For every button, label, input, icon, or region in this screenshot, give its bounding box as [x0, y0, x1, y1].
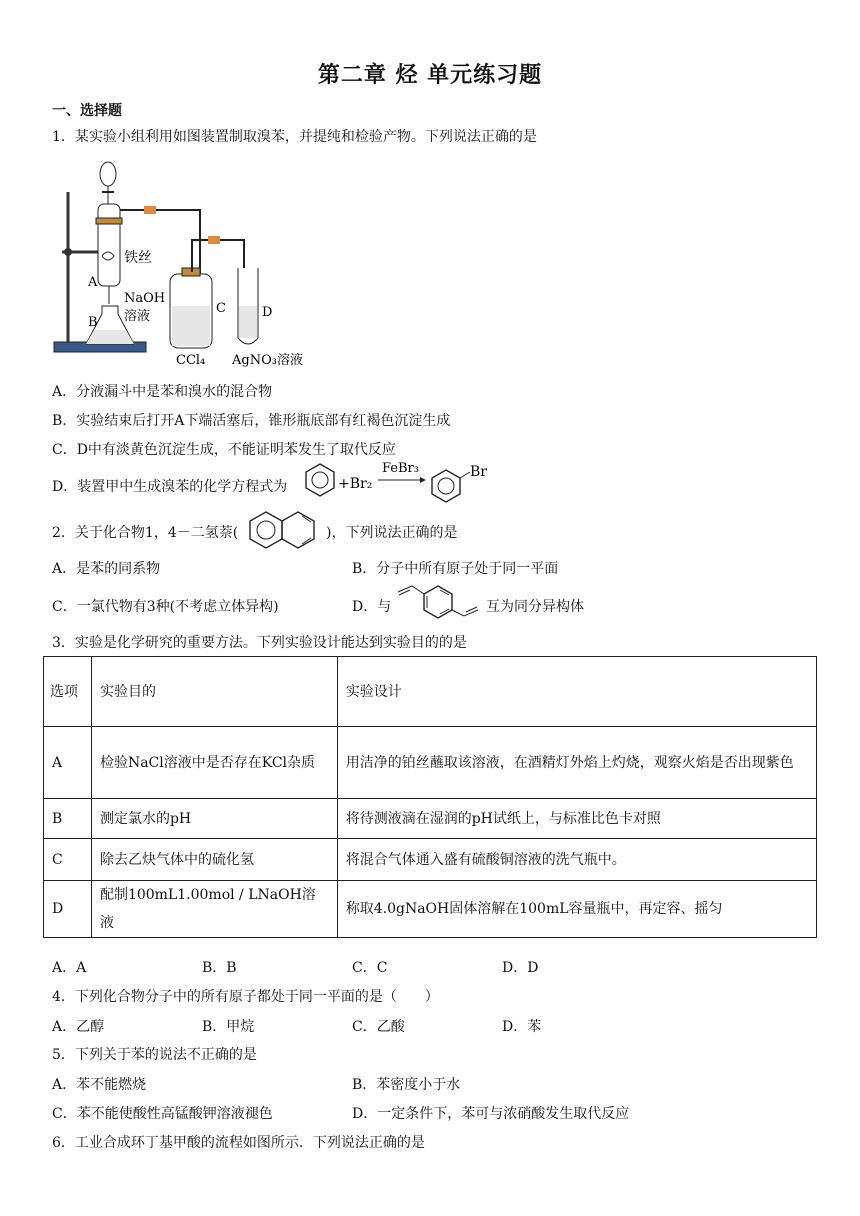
table-cell-design: 将混合气体通入盛有硫酸铜溶液的洗气瓶中。	[337, 839, 816, 881]
label-iron: 铁丝	[124, 250, 152, 266]
label-agno3: AgNO₃溶液	[232, 353, 303, 368]
question-5-stem: 5．下列关于苯的说法不正确的是	[52, 1047, 257, 1063]
table-cell-purpose: 测定氯水的pH	[91, 799, 337, 839]
table-cell-purpose: 除去乙炔气体中的硫化氢	[91, 839, 337, 881]
bromination-equation	[304, 460, 494, 504]
q2-option-c: C．一氯代物有3种(不考虑立体异构)	[52, 599, 279, 615]
label-b: B	[88, 315, 98, 330]
table-row	[44, 727, 817, 799]
table-cell-option: D	[44, 881, 92, 938]
table-header-option: 选项	[44, 657, 92, 727]
ring-left	[250, 512, 282, 548]
q4-option-c: C．乙酸	[352, 1019, 405, 1035]
q2-option-b: B．分子中所有原子处于同一平面	[352, 561, 559, 577]
question-2-stem-start: 2．关于化合物1，4－二氢萘(	[52, 525, 239, 541]
table-header-row	[44, 657, 817, 727]
table-cell-purpose: 配制100mL1.00mol / LNaOH溶液	[91, 881, 337, 938]
label-naoh-solution: 溶液	[124, 309, 151, 324]
table-header-design: 实验设计	[337, 657, 816, 727]
label-naoh: NaOH	[124, 291, 166, 306]
benzene-ring-reactant	[306, 464, 334, 496]
q3-option-c: C．C	[352, 960, 388, 976]
q3-option-b: B．B	[202, 960, 237, 976]
q1-option-d: D．装置甲中生成溴苯的化学方程式为	[52, 479, 288, 495]
q5-option-c: C．苯不能使酸性高锰酸钾溶液褪色	[52, 1106, 273, 1122]
dihydronaphthalene-structure	[246, 508, 324, 552]
question-3-stem: 3．实验是化学研究的重要方法。下列实验设计能达到实验目的的是	[52, 635, 467, 651]
table-row	[44, 799, 817, 839]
clamp-knob	[64, 248, 72, 256]
apparatus-figure	[52, 156, 322, 372]
section-heading: 一、选择题	[52, 103, 122, 119]
q3-option-d: D．D	[502, 960, 539, 976]
tube-joint-2	[208, 236, 220, 244]
benzene-ring-product	[432, 470, 460, 502]
test-tube-d-liquid	[239, 306, 257, 338]
ring-right	[282, 512, 314, 548]
c-br-bond	[460, 472, 470, 478]
benzene-ring-circle	[312, 472, 328, 488]
table-header-purpose: 实验目的	[91, 657, 337, 727]
tube-joint-1	[144, 206, 156, 214]
q2-option-a: A．是苯的同系物	[52, 561, 161, 577]
question-4-stem: 4．下列化合物分子中的所有原子都处于同一平面的是（ ）	[52, 989, 439, 1005]
vinyl-left	[398, 586, 424, 594]
product-ring-circle	[438, 478, 454, 494]
ring-left-aromatic	[257, 521, 275, 539]
table-cell-option: C	[44, 839, 92, 881]
table-cell-design: 将待测液滴在湿润的pH试纸上，与标准比色卡对照	[337, 799, 816, 839]
flask-b-liquid	[86, 330, 134, 344]
bottle-c-liquid	[172, 306, 210, 346]
table-row	[44, 881, 817, 938]
funnel-bulb	[100, 162, 116, 186]
table-cell-option: B	[44, 799, 92, 839]
equation-reagent: +Br₂	[338, 476, 373, 492]
table-row	[44, 839, 817, 881]
experiment-table	[43, 656, 817, 938]
label-ccl4: CCl₄	[176, 353, 206, 368]
vessel-a	[98, 204, 120, 286]
q1-option-c: C．D中有淡黄色沉淀生成，不能证明苯发生了取代反应	[52, 442, 396, 458]
table-cell-design: 称取4.0gNaOH固体溶解在100mL容量瓶中，再定容、摇匀	[337, 881, 816, 938]
q2-option-d-start: D．与	[352, 599, 392, 615]
page-title: 第二章 烃 单元练习题	[317, 62, 543, 88]
q5-option-a: A．苯不能燃烧	[52, 1077, 147, 1093]
question-2-stem-end: )，下列说法正确的是	[326, 525, 458, 541]
q4-option-b: B．甲烷	[202, 1019, 255, 1035]
q1-option-a: A．分液漏斗中是苯和溴水的混合物	[52, 384, 273, 400]
vessel-a-stopper	[96, 218, 122, 224]
equation-catalyst: FeBr₃	[382, 461, 419, 476]
q3-option-a: A．A	[52, 960, 87, 976]
table-cell-purpose: 检验NaCl溶液中是否存在KCl杂质	[91, 727, 337, 799]
equation-arrowhead	[420, 477, 426, 483]
divinylbenzene-structure	[392, 580, 484, 620]
table-cell-design: 用洁净的铂丝蘸取该溶液，在酒精灯外焰上灼烧，观察火焰是否出现紫色	[337, 727, 816, 799]
q5-option-d: D．一定条件下，苯可与浓硝酸发生取代反应	[352, 1106, 630, 1122]
equation-product-br: Br	[470, 464, 487, 480]
table-cell-option: A	[44, 727, 92, 799]
ring-center	[424, 586, 452, 618]
question-6-stem: 6．工业合成环丁基甲酸的流程如图所示．下列说法正确的是	[52, 1135, 425, 1151]
label-a: A	[88, 275, 98, 290]
q4-option-a: A．乙醇	[52, 1019, 105, 1035]
label-c: C	[216, 301, 226, 316]
vinyl-right	[452, 610, 478, 616]
q1-option-b: B．实验结束后打开A下端活塞后，锥形瓶底部有红褐色沉淀生成	[52, 413, 451, 429]
label-d: D	[262, 305, 273, 320]
q5-option-b: B．苯密度小于水	[352, 1077, 461, 1093]
question-1-stem: 1．某实验小组利用如图装置制取溴苯，并提纯和检验产物。下列说法正确的是	[52, 129, 537, 145]
q2-option-d-end: 互为同分异构体	[486, 599, 584, 615]
q4-option-d: D．苯	[502, 1019, 542, 1035]
